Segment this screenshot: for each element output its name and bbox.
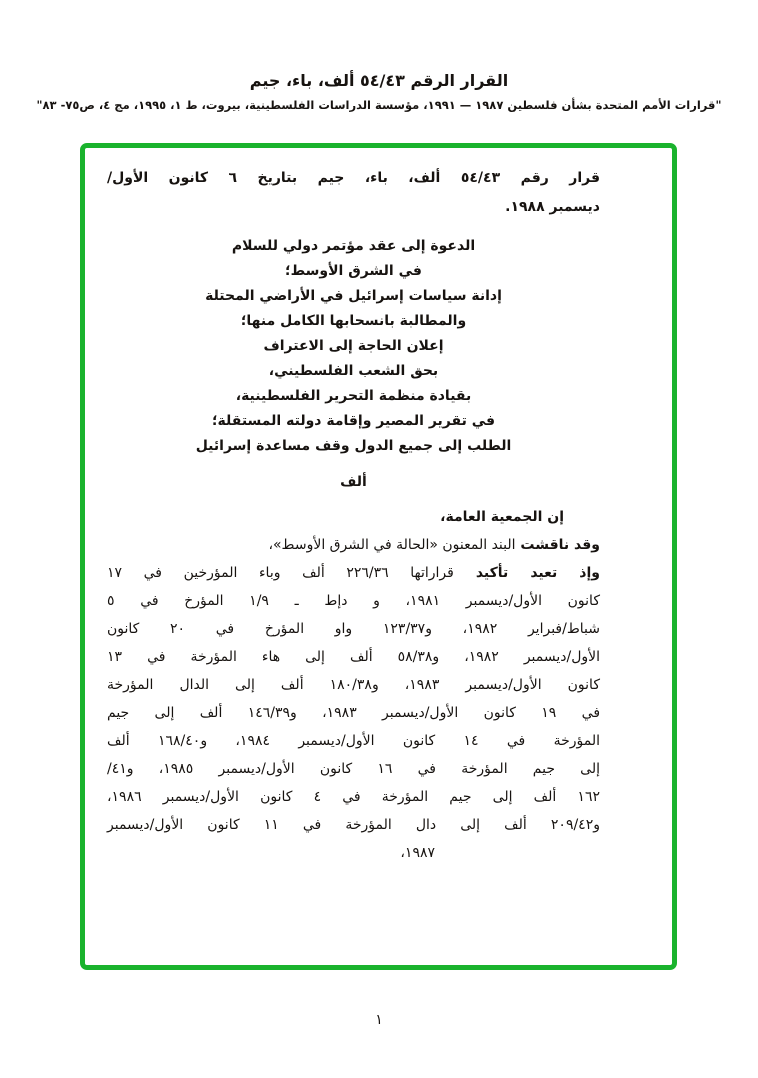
subject-heading: [107, 234, 600, 459]
text-segment: إن الجمعية العامة،: [440, 509, 564, 525]
text-line: [107, 531, 600, 559]
resolution-title: القرار الرقم ٥٤/٤٣ ألف، باء، جيم: [249, 71, 509, 90]
text-segment: في ١٩ كانون الأول/ديسمبر ١٩٨٣، و١٤٦/٣٩ ألف إلى جيم: [107, 705, 601, 721]
text-line: [107, 469, 600, 495]
text-segment: ألف: [340, 474, 367, 490]
text-segment: كانون الأول/ديسمبر ١٩٨٣، و١٨٠/٣٨ ألف إلى الدال المؤرخة: [107, 677, 600, 693]
text-line: [107, 811, 600, 839]
text-segment: قرار رقم ٥٤/٤٣ ألف، باء، جيم بتاريخ ٦ كانون الأول/: [107, 170, 600, 186]
resolution-number-paragraph: [107, 164, 600, 222]
text-line: [107, 699, 600, 727]
text-segment: شباط/فبراير ١٩٨٢، و١٢٣/٣٧ واو المؤرخ في ٢٠ كانون: [107, 621, 600, 637]
text-line: [107, 259, 600, 284]
text-line: [107, 643, 600, 671]
para-preamble-1: [107, 503, 600, 531]
text-segment: ١٦٢ ألف إلى جيم المؤرخة في ٤ كانون الأول/ديسمبر ١٩٨٦،: [107, 789, 600, 805]
text-segment: والمطالبة بانسحابها الكامل منها؛: [240, 313, 467, 329]
text-line: [107, 193, 600, 222]
text-line: [107, 615, 600, 643]
text-segment: الأول/ديسمبر ١٩٨٢، و٥٨/٣٨ ألف إلى هاء المؤرخة في ١٣: [107, 649, 600, 665]
text-segment: ديسمبر ١٩٨٨.: [505, 199, 600, 215]
text-line: [107, 559, 600, 587]
text-segment: قراراتها ٢٢٦/٣٦ ألف وباء المؤرخين في ١٧: [107, 565, 454, 581]
text-segment: البند المعنون «الحالة في الشرق الأوسط»،: [268, 537, 516, 553]
text-line: [107, 384, 600, 409]
text-line: [107, 503, 600, 531]
text-line: [107, 284, 600, 309]
text-segment: الدعوة إلى عقد مؤتمر دولي للسلام: [231, 238, 476, 254]
text-line: [107, 671, 600, 699]
box-content: [107, 164, 600, 867]
text-line: [107, 839, 600, 867]
text-segment: إعلان الحاجة إلى الاعتراف: [263, 338, 444, 354]
text-segment: بحق الشعب الفلسطيني،: [268, 363, 439, 379]
text-segment: في تقرير المصير وإقامة دولته المستقلة؛: [211, 413, 496, 429]
text-segment: إدانة سياسات إسرائيل في الأراضي المحتلة: [205, 288, 502, 304]
text-segment: في الشرق الأوسط؛: [285, 263, 422, 279]
text-segment: إلى جيم المؤرخة في ١٦ كانون الأول/ديسمبر ١٩٨٥، و٤١/: [107, 761, 600, 777]
text-segment: وإذ تعيد تأكيد: [453, 565, 600, 581]
page-number: ١: [375, 1012, 383, 1028]
section-label: [107, 469, 600, 495]
green-border-frame: [80, 143, 677, 970]
page-footer: [0, 1010, 758, 1030]
text-segment: وقد ناقشت: [515, 537, 600, 553]
text-line: [107, 359, 600, 384]
text-segment: بقيادة منظمة التحرير الفلسطينية،: [235, 388, 472, 404]
text-line: [107, 434, 600, 459]
text-segment: كانون الأول/ديسمبر ١٩٨١، و دإط ـ ١/٩ المؤرخ في ٥: [107, 593, 600, 609]
text-segment: ١٩٨٧،: [400, 845, 435, 861]
text-line: [107, 755, 600, 783]
text-line: [107, 727, 600, 755]
text-line: [107, 409, 600, 434]
source-citation: "قرارات الأمم المتحدة بشأن فلسطين ١٩٨٧ — ١٩٩١، مؤسسة الدراسات الفلسطينية، بيروت، ط ١، ١٩٩٥، مج ٤، ص٧٥- ٨٣": [36, 98, 722, 112]
text-line: [107, 783, 600, 811]
text-segment: المؤرخة في ١٤ كانون الأول/ديسمبر ١٩٨٤، و١٦٨/٤٠ ألف: [107, 733, 600, 749]
text-line: [107, 309, 600, 334]
text-line: [107, 164, 600, 193]
page-header: [0, 0, 758, 113]
para-preamble-2: [107, 531, 600, 559]
text-segment: و٢٠٩/٤٢ ألف إلى دال المؤرخة في ١١ كانون الأول/ديسمبر: [107, 817, 600, 833]
text-line: [107, 587, 600, 615]
text-segment: الطلب إلى جميع الدول وقف مساعدة إسرائيل: [195, 438, 512, 454]
text-line: [107, 234, 600, 259]
text-line: [107, 334, 600, 359]
para-preamble-3: [107, 559, 600, 867]
